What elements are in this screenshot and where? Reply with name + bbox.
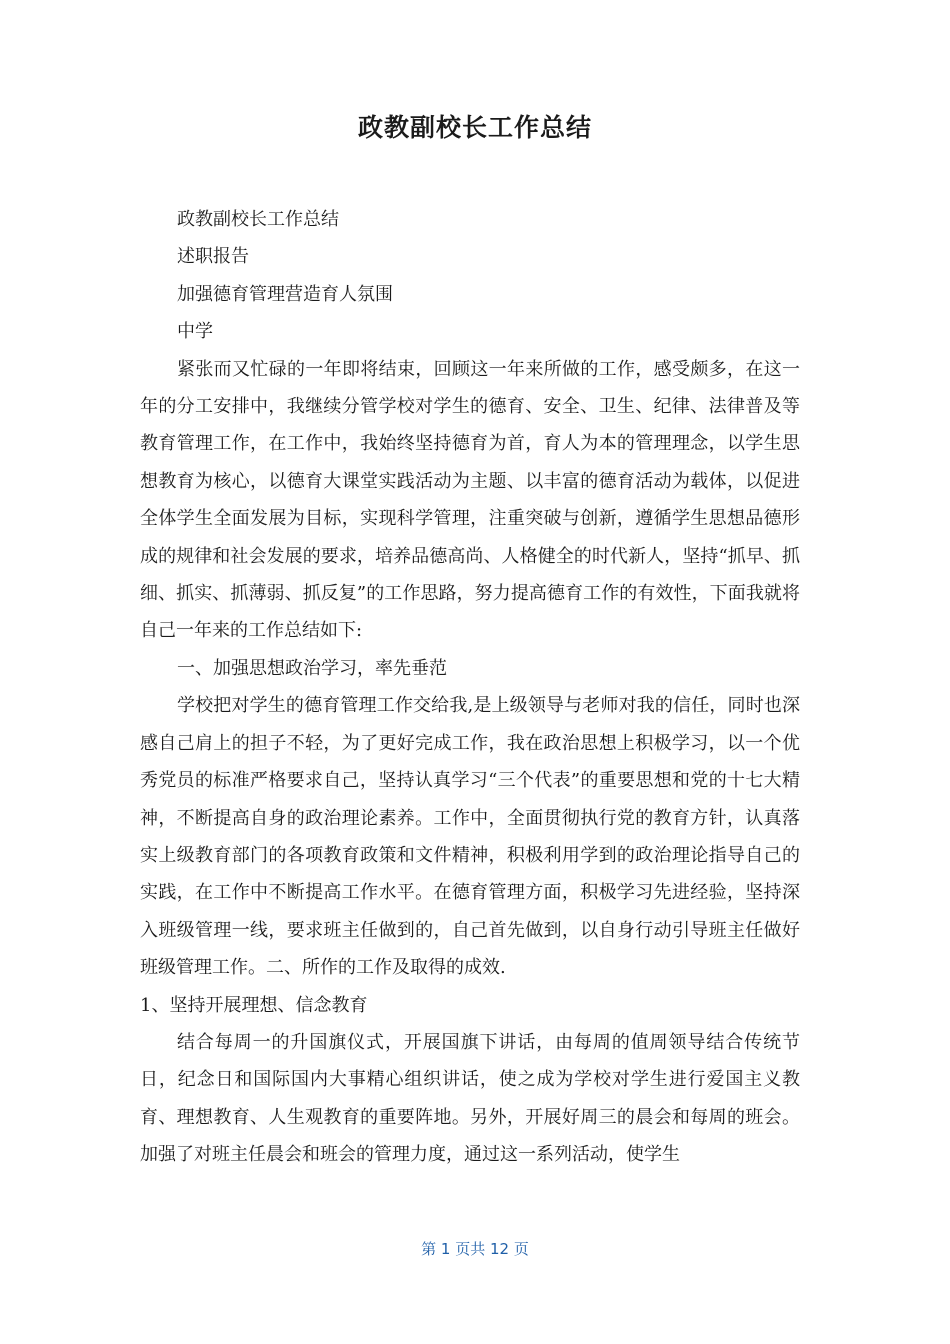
section-heading-1: 一、加强思想政治学习，率先垂范 [177, 657, 447, 679]
document-title: 政教副校长工作总结 [357, 113, 592, 142]
paragraph-section-1: 学校把对学生的德育管理工作交给我,是上级领导与老师对我的信任，同时也深感自己肩上的担子不轻，为了更好完成工作，我在政治思想上积极学习，以一个优秀党员的标准严格要求自己，坚持认真学习“三个代表”的重要思想和党的十七大精神，不断提高自身的政治理论素养。工作中，全面贯彻执行党的教育方针，认真落实上级教育部门的各项教育政策和文件精神，积极利用学到的政治理论指导自己的实践，在工作中不断提高工作水平。在德育管理方面，积极学习先进经验，坚持深入班级管理一线，要求班主任做到的，自己首先做到，以自身行动引导班主任做好班级管理工作。二、所作的工作及取得的成效. [140, 695, 800, 979]
page-number: 第 1 页共 12 页 [421, 1240, 529, 1258]
paragraph-intro: 紧张而又忙碌的一年即将结束，回顾这一年来所做的工作，感受颇多，在这一年的分工安排中，我继续分管学校对学生的德育、安全、卫生、纪律、法律普及等教育管理工作，在工作中，我始终坚持德育为首，育人为本的管理理念，以学生思想教育为核心，以德育大课堂实践活动为主题、以丰富的德育活动为载体，以促进全体学生全面发展为目标，实现科学管理，注重突破与创新，遵循学生思想品德形成的规律和社会发展的要求，培养品德高尚、人格健全的时代新人，坚持“抓早、抓细、抓实、抓薄弱、抓反复”的工作思路，努力提高德育工作的有效性，下面我就将自己一年来的工作总结如下: [140, 358, 800, 642]
paragraph-school: 中学 [177, 321, 213, 343]
paragraph-subtitle: 政教副校长工作总结 [177, 209, 339, 230]
paragraph-theme: 加强德育管理营造育人氛围 [177, 283, 393, 305]
paragraph-subsection-1: 结合每周一的升国旗仪式，开展国旗下讲话，由每周的值周领导结合传统节日，纪念日和国际国内大事精心组织讲话，使之成为学校对学生进行爱国主义教育、理想教育、人生观教育的重要阵地。另外，开展好周三的晨会和每周的班会。加强了对班主任晨会和班会的管理力度，通过这一系列活动，使学生 [140, 1031, 800, 1166]
paragraph-report-type: 述职报告 [177, 246, 249, 268]
subsection-heading-1: 1、坚持开展理想、信念教育 [140, 994, 368, 1016]
document-body [140, 201, 800, 1174]
